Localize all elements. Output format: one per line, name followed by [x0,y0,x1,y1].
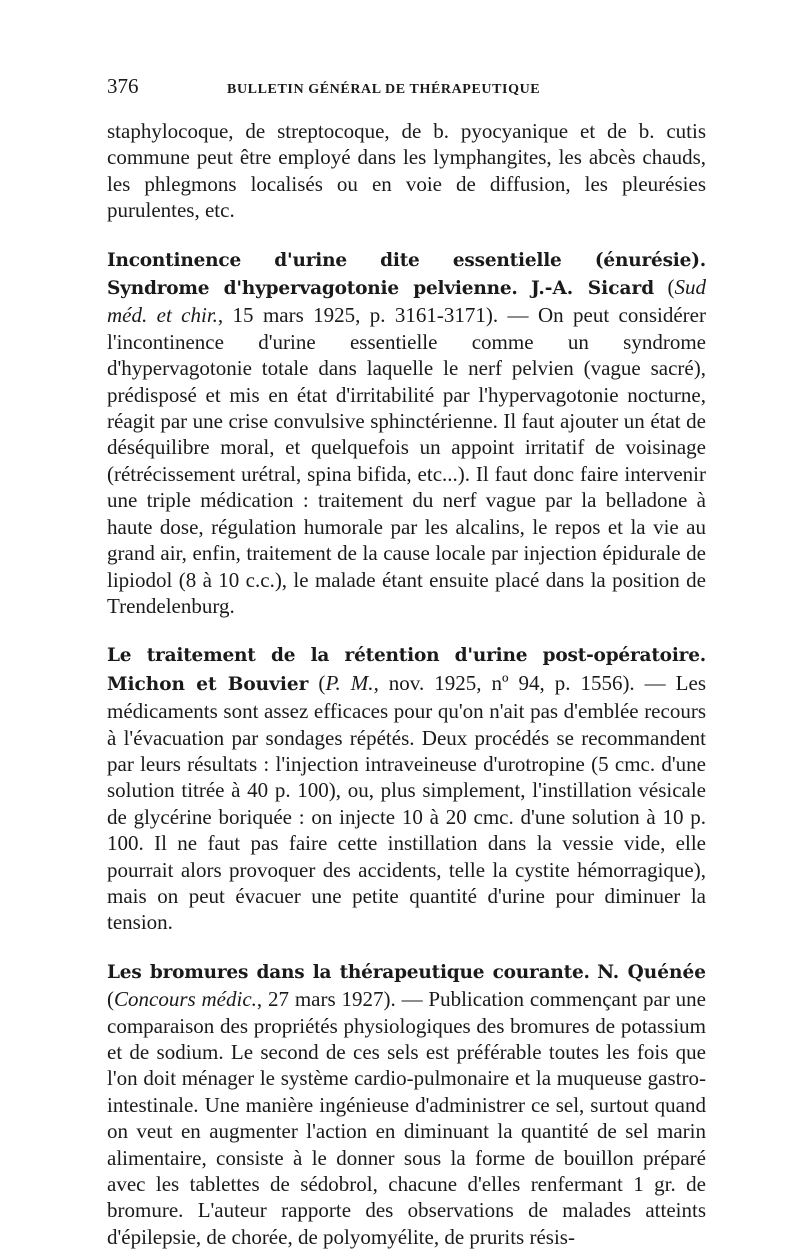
paragraph-enuresie [107,246,706,620]
source-open: ( [107,987,114,1012]
source-journal: Sud méd. et chir. [107,275,707,328]
paragraph-bromures [107,958,706,1250]
paragraph-retention [107,641,706,935]
running-head [107,74,706,96]
paragraph-body: — Les médicaments sont assez efficaces pour qu'on n'ait pas d'emblée recours à l'évacuation par sondages répétés. Deux procédés se recommandent par leurs résultats : l'injection intraveineuse d'urotropine (5 cmc. d'une solution titrée à 40 p. 100), ou, plus simplement, l'instillation vésicale de glycérine boriquée : on injecte 10 à 20 cmc. d'une solution à 10 p. 100. Il ne faut pas faire cette instillation dans la vessie vide, elle pourrait alors provoquer des accidents, telle la cystite hémorragique), mais on peut évacuer une petite quantité d'urine pour diminuer la tension. [107,670,707,935]
article-title: Le traitement de la rétention d'urine post-opératoire. [107,645,706,667]
article-title: Incontinence d'urine dite essentielle (énurésie). Syndrome d'hypervagotonie pelvienne. [107,249,706,300]
paragraph-body: — Publication commençant par une comparaison des propriétés physiologiques des bromures de potassium et de sodium. Le second de ces sels est préférable toutes les fois que l'on doit ménager le système cardio-pulmonaire et la muqueuse gastro-intestinale. Une manière ingénieuse d'administrer ce sel, surtout quand on veut en augmenter l'action en diminuant la quantité de sel marin alimentaire, consiste à le donner sous la forme de bouillon préparé avec les tablettes de sédobrol, chacune d'elles renfermant 1 gr. de bromure. L'auteur rapporte des observations de malades atteints d'épilepsie, de chorée, de polyomyélite, de prurits résis- [107,987,706,1249]
paragraph-continuation [107,118,706,224]
article-authors: Michon et Bouvier [107,673,309,695]
journal-title: BULLETIN GÉNÉRAL DE THÉRAPEUTIQUE [227,82,541,97]
source-details: , 27 mars 1927). [256,987,396,1012]
source-details: , 15 mars 1925, p. 3161-3171). [217,303,499,328]
paragraph-body: — On peut considérer l'incontinence d'urine essentielle comme un syndrome d'hypervagotonie totale dans laquelle le nerf pelvien (vague sacré), prédisposé et mis en état d'irritabilité par l'hypervagotonie nocturne, réagit par une crise convulsive sphinctérienne. Il faut ajouter un état de déséquilibre moral, et quelquefois un appoint irritatif de voisinage (rétrécissement urétral, spina bifida, etc...). Il faut donc faire intervenir une triple médication : traitement du nerf vague par la belladone à haute dose, régulation humorale par les alcalins, le repos et la vie au grand air, enfin, traitement de la cause locale par injection épidurale de lipiodol (8 à 10 c.c.), le malade étant ensuite placé dans la position de Trendelenburg. [107,303,706,618]
article-authors: J.-A. Sicard [531,278,655,300]
source-journal: Concours médic. [114,987,257,1012]
source-open: ( [308,670,326,695]
source-journal: P. M. [325,670,374,695]
article-authors: N. Quénée [597,961,707,983]
paragraph-body: staphylocoque, de streptocoque, de b. pyocyanique et de b. cutis commune peut être employé dans les lymphangites, les abcès chauds, les phlegmons localisés ou en voie de diffusion, les pleurésies purulentes, etc. [107,119,706,223]
article-title: Les bromures dans la thérapeutique courante. [107,961,590,983]
page-number: 376 [107,74,139,98]
source-open: ( [654,275,675,300]
source-details: , nov. 1925, nº 94, p. 1556). [373,670,635,695]
